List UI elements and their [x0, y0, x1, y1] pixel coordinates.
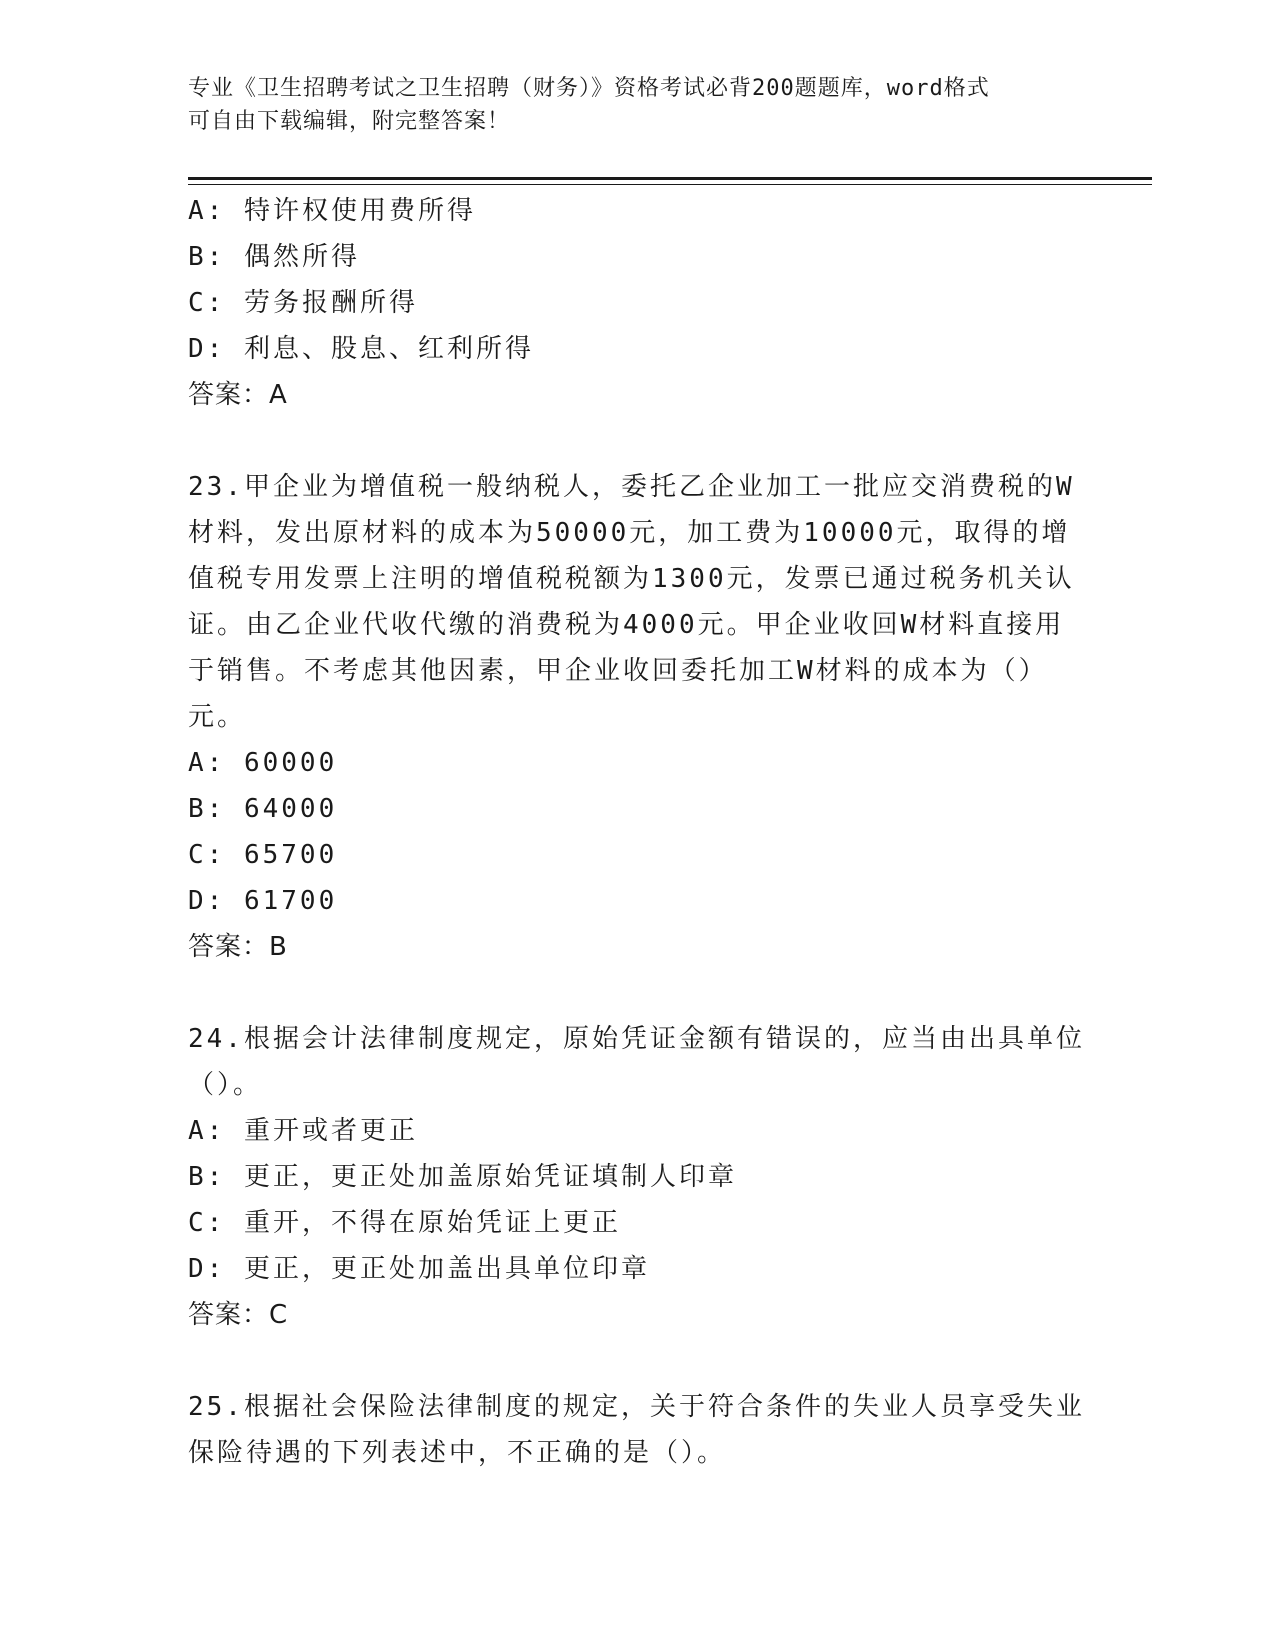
- answer: 答案：C: [188, 1300, 289, 1330]
- option-b: B: 更正，更正处加盖原始凭证填制人印章: [188, 1162, 737, 1192]
- question-stem-line: 23.甲企业为增值税一般纳税人，委托乙企业加工一批应交消费税的W: [188, 472, 1075, 502]
- question-22: [188, 188, 1078, 418]
- option-a: A: 60000: [188, 748, 338, 778]
- question-stem-line: 于销售。不考虑其他因素，甲企业收回委托加工W材料的成本为（）: [188, 656, 1048, 686]
- answer: 答案：A: [188, 380, 288, 410]
- question-body: [188, 188, 1085, 1476]
- spacer: [188, 970, 1078, 1016]
- question-25: [188, 1384, 1085, 1476]
- document-header: [188, 72, 1068, 138]
- option-c: C: 重开，不得在原始凭证上更正: [188, 1208, 621, 1238]
- option-d: D: 利息、股息、红利所得: [188, 334, 534, 364]
- header-title-line-2: 可自由下载编辑，附完整答案！: [188, 109, 511, 134]
- option-a: A: 特许权使用费所得: [188, 196, 476, 226]
- question-23: [188, 464, 1078, 970]
- option-d: D: 61700: [188, 886, 338, 916]
- question-stem-line: （）。: [188, 1070, 263, 1100]
- question-stem-line: 证。由乙企业代收代缴的消费税为4000元。甲企业收回W材料直接用: [188, 610, 1065, 640]
- question-stem-line: 24.根据会计法律制度规定，原始凭证金额有错误的，应当由出具单位: [188, 1024, 1085, 1054]
- question-stem-line: 材料，发出原材料的成本为50000元，加工费为10000元，取得的增: [188, 518, 1071, 548]
- question-stem-line: 值税专用发票上注明的增值税税额为1300元，发票已通过税务机关认: [188, 564, 1075, 594]
- question-stem-line: 保险待遇的下列表述中，不正确的是（）。: [188, 1438, 727, 1468]
- spacer: [188, 1338, 1078, 1384]
- header-title-line-1: 专业《卫生招聘考试之卫生招聘（财务）》资格考试必背200题题库，word格式: [188, 76, 990, 101]
- question-stem-line: 元。: [188, 702, 247, 732]
- option-b: B: 偶然所得: [188, 242, 360, 272]
- option-c: C: 劳务报酬所得: [188, 288, 418, 318]
- answer: 答案：B: [188, 932, 288, 962]
- option-b: B: 64000: [188, 794, 338, 824]
- question-stem-line: 25.根据社会保险法律制度的规定，关于符合条件的失业人员享受失业: [188, 1392, 1085, 1422]
- question-24: [188, 1016, 1085, 1338]
- header-divider-thin: [188, 184, 1152, 185]
- spacer: [188, 418, 1078, 464]
- option-d: D: 更正，更正处加盖出具单位印章: [188, 1254, 650, 1284]
- header-divider-thick: [188, 177, 1152, 180]
- option-a: A: 重开或者更正: [188, 1116, 418, 1146]
- option-c: C: 65700: [188, 840, 338, 870]
